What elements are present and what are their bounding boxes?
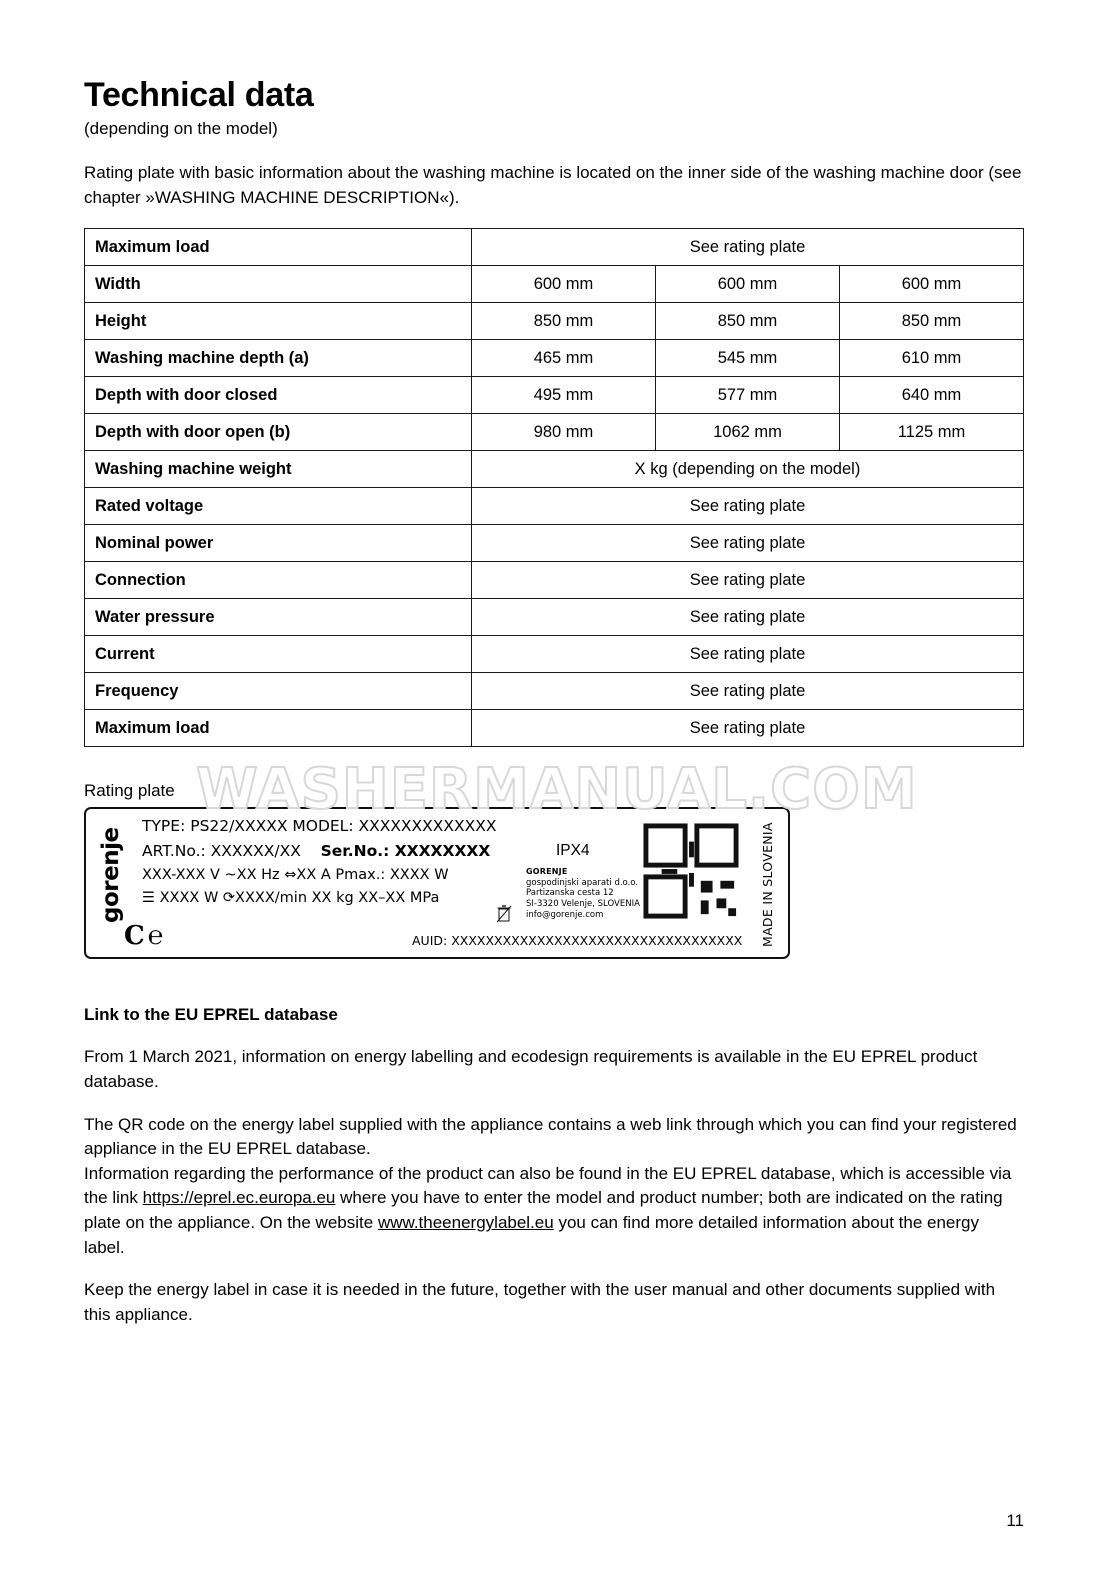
row-value-3: 640 mm: [840, 377, 1024, 414]
row-value: See rating plate: [472, 636, 1024, 673]
row-value-3: 1125 mm: [840, 414, 1024, 451]
row-value-2: 577 mm: [656, 377, 840, 414]
row-value: See rating plate: [472, 229, 1024, 266]
qr-code-icon: [642, 821, 740, 921]
article-number: ART.No.: XXXXXX/XX: [142, 842, 301, 861]
audid-text: AUID: XXXXXXXXXXXXXXXXXXXXXXXXXXXXXXXXXX: [412, 933, 743, 949]
row-label: Current: [85, 636, 472, 673]
row-value-1: 850 mm: [472, 303, 656, 340]
row-value-1: 600 mm: [472, 266, 656, 303]
eprel-heading: Link to the EU EPREL database: [84, 1005, 338, 1025]
row-label: Connection: [85, 562, 472, 599]
plate-line-article-serial: [142, 842, 490, 860]
row-value-3: 600 mm: [840, 266, 1024, 303]
row-value-2: 1062 mm: [656, 414, 840, 451]
eprel-paragraph-1: From 1 March 2021, information on energy labelling and ecodesign requirements is available in the EU EPREL product database.: [84, 1047, 978, 1091]
table-row: [85, 673, 1024, 710]
manufacturer-company: gospodinjski aparati d.o.o.: [526, 877, 639, 888]
row-label: Width: [85, 266, 472, 303]
row-label: Washing machine depth (a): [85, 340, 472, 377]
eprel-paragraph-3: Keep the energy label in case it is needed in the future, together with the user manual and other documents supplied with this appliance.: [84, 1280, 996, 1325]
manufacturer-street: Partizanska cesta 12: [526, 888, 614, 899]
intro-paragraph: Rating plate with basic information about the washing machine is located on the inner side of the washing machine door (see chapter »WASHING MACHINE DESCRIPTION«).: [84, 163, 1022, 207]
table-row: [85, 377, 1024, 414]
plate-line-performance: ☰ XXXX W ⟳XXXX/min XX kg XX–XX MPa: [142, 890, 440, 907]
row-label: Depth with door open (b): [85, 414, 472, 451]
row-value-2: 600 mm: [656, 266, 840, 303]
table-row: [85, 710, 1024, 747]
waste-bin-icon: [496, 905, 512, 923]
row-value-2: 850 mm: [656, 303, 840, 340]
rating-plate-caption: Rating plate: [84, 781, 175, 801]
row-label: Frequency: [85, 673, 472, 710]
eprel-p2-line1: The QR code on the energy label supplied with the appliance contains a web link through which you can find your registered appliance in the EU EPREL database.: [84, 1114, 1017, 1159]
table-row: [85, 414, 1024, 451]
table-row: [85, 340, 1024, 377]
row-label: Rated voltage: [85, 488, 472, 525]
eprel-p2-mid: where you have to enter the model and product number; both are indicated on the rating plate on the appliance. On the website: [84, 1188, 1003, 1233]
table-row: [85, 562, 1024, 599]
technical-data-table: [84, 228, 1024, 747]
table-row: [85, 488, 1024, 525]
table-row: [85, 451, 1024, 488]
watermark-text: WASHERMANUAL.COM: [196, 757, 918, 822]
eprel-p2-post: you can find more detailed information about the energy label.: [84, 1213, 979, 1257]
row-value-1: 980 mm: [472, 414, 656, 451]
page-number: 11: [1006, 1511, 1024, 1530]
row-value: See rating plate: [472, 488, 1024, 525]
brand-logo: gorenje: [98, 827, 124, 924]
row-value-2: 545 mm: [656, 340, 840, 377]
table-row: [85, 303, 1024, 340]
washer-icon: ☰: [142, 890, 155, 907]
row-label: Maximum load: [85, 229, 472, 266]
energy-label-link[interactable]: www.theenergylabel.eu: [377, 1213, 554, 1233]
table-row: [85, 229, 1024, 266]
row-value: See rating plate: [472, 673, 1024, 710]
plate-line-electrical: XXX-XXX V ~XX Hz ⇔XX A Pmax.: XXXX W: [142, 867, 449, 884]
row-label: Maximum load: [85, 710, 472, 747]
row-value: See rating plate: [472, 525, 1024, 562]
table-row: [85, 599, 1024, 636]
row-label: Washing machine weight: [85, 451, 472, 488]
row-label: Height: [85, 303, 472, 340]
plate-line-type-model: TYPE: PS22/XXXXX MODEL: XXXXXXXXXXXXX: [142, 817, 497, 836]
ipx-rating: IPX4: [556, 842, 590, 860]
table-row: [85, 636, 1024, 673]
serial-number: Ser.No.: XXXXXXXX: [320, 842, 491, 861]
row-value: See rating plate: [472, 599, 1024, 636]
manufacturer-address: [526, 867, 640, 921]
row-value-1: 465 mm: [472, 340, 656, 377]
row-label: Water pressure: [85, 599, 472, 636]
eprel-paragraph-2: [84, 1113, 1022, 1261]
row-label: Depth with door closed: [85, 377, 472, 414]
eprel-database-link[interactable]: https://eprel.ec.europa.eu: [142, 1188, 336, 1208]
manufacturer-name: GORENJE: [526, 867, 568, 877]
page-title: Technical data: [84, 76, 314, 114]
row-value-3: 610 mm: [840, 340, 1024, 377]
manufacturer-city: SI-3320 Velenje, SLOVENIA: [526, 899, 640, 910]
table-body: [85, 229, 1024, 747]
made-in-text: MADE IN SLOVENIA: [760, 822, 775, 948]
row-value: X kg (depending on the model): [472, 451, 1024, 488]
row-value: See rating plate: [472, 710, 1024, 747]
table-row: [85, 266, 1024, 303]
row-label: Nominal power: [85, 525, 472, 562]
table-row: [85, 525, 1024, 562]
ce-mark-icon: C℮: [124, 921, 167, 952]
manufacturer-email: info@gorenje.com: [526, 910, 604, 921]
eprel-p2-pre: Information regarding the performance of the product can also be found in the EU EPREL database, which is accessible via the link: [84, 1163, 1012, 1208]
page-subtitle: (depending on the model): [84, 119, 278, 138]
row-value-3: 850 mm: [840, 303, 1024, 340]
row-value-1: 495 mm: [472, 377, 656, 414]
row-value: See rating plate: [472, 562, 1024, 599]
rating-plate-image: [84, 807, 790, 959]
